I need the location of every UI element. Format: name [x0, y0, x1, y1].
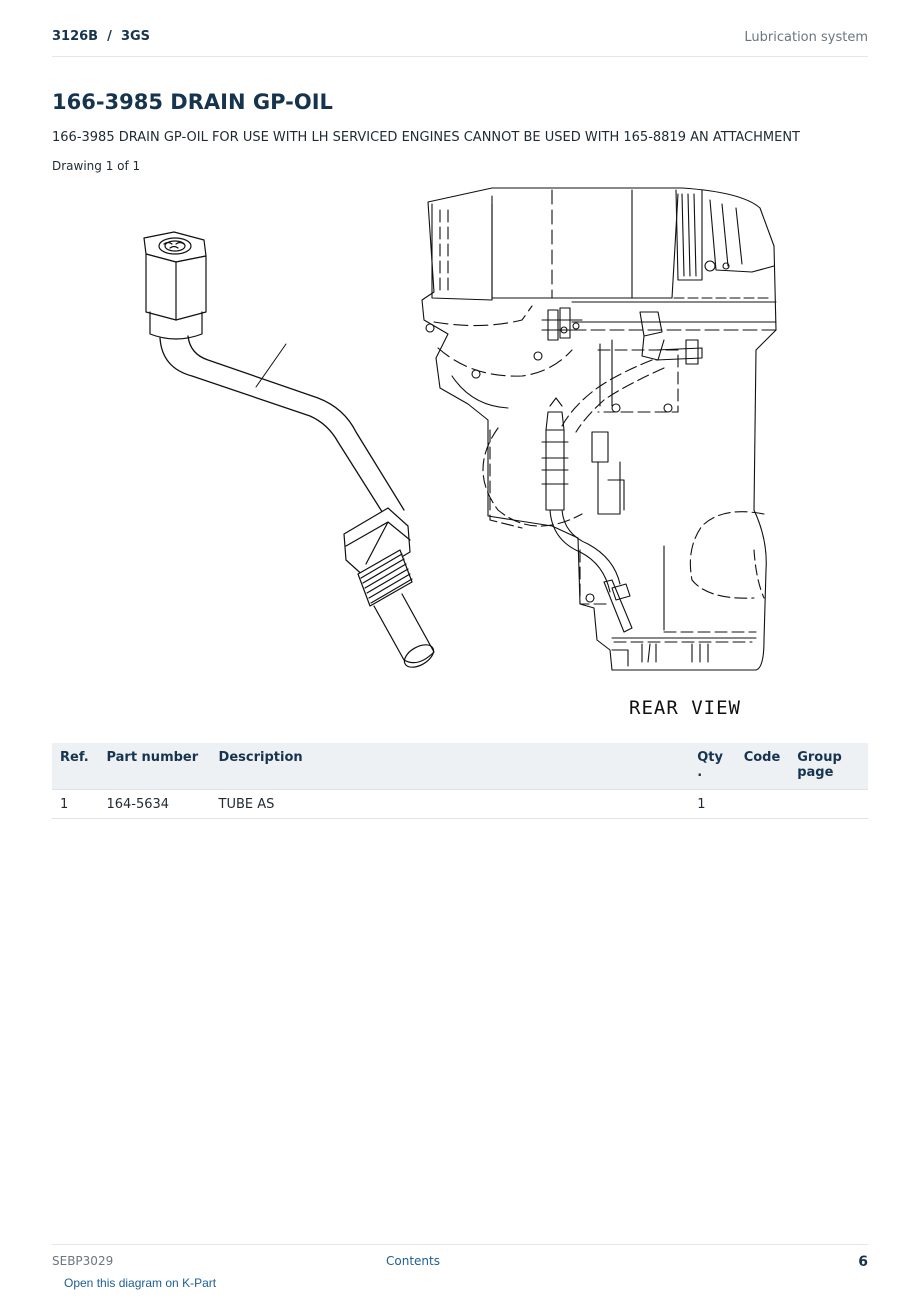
col-ref: Ref. [52, 743, 98, 790]
row-description: TUBE AS [211, 790, 690, 819]
parts-diagram [52, 180, 868, 725]
page-subtitle: 166-3985 DRAIN GP-OIL FOR USE WITH LH SERVICED ENGINES CANNOT BE USED WITH 165-8819 AN ATTACHMENT [52, 130, 800, 145]
tube-assembly-drawing [144, 232, 437, 672]
page-footer [52, 1244, 868, 1275]
col-group-page: Group page [789, 743, 868, 790]
col-part-number: Part number [98, 743, 210, 790]
drawing-count: Drawing 1 of 1 [52, 159, 141, 173]
col-qty: Qty . [689, 743, 735, 790]
parts-diagram-svg [52, 180, 868, 725]
parts-table-header [52, 743, 868, 790]
page-number: 6 [858, 1254, 868, 1270]
open-kpart-link[interactable]: Open this diagram on K-Part [64, 1276, 217, 1290]
row-part-number: 164-5634 [98, 790, 210, 819]
row-code [736, 790, 790, 819]
contents-link[interactable]: Contents [386, 1254, 440, 1268]
page-header [52, 28, 868, 57]
table-row [52, 790, 868, 819]
model-label: 3126B / 3GS [52, 29, 151, 44]
page-title: 166-3985 DRAIN GP-OIL [52, 90, 333, 114]
rear-view-label: REAR VIEW [629, 697, 741, 719]
parts-table [52, 743, 868, 819]
row-group-page [789, 790, 868, 819]
engine-rear-view-drawing [422, 188, 776, 670]
row-ref: 1 [52, 790, 98, 819]
row-qty: 1 [689, 790, 735, 819]
section-label: Lubrication system [744, 30, 868, 45]
col-description: Description [211, 743, 690, 790]
col-code: Code [736, 743, 790, 790]
document-id: SEBP3029 [52, 1254, 114, 1268]
